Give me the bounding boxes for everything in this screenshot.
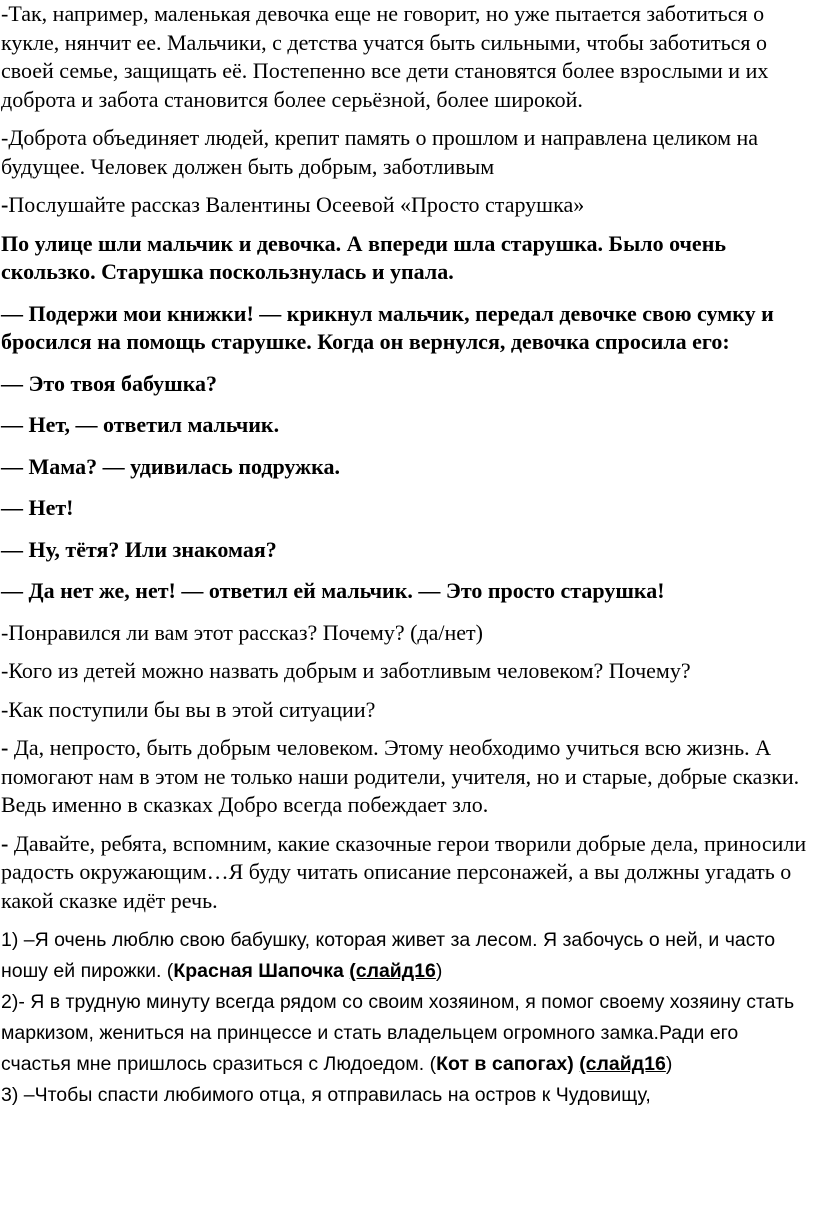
riddle-text: 2)- Я в трудную минуту всегда рядом со своим хозяином, я помог своему хозяину стать маркизом, жениться на принцессе и стать владельцем огромного замка.Ради его счастья мне пришлось сразиться с Людоедом. ( (1, 991, 795, 1075)
riddle-answer: Кот в сапогах) (436, 1053, 574, 1075)
riddle-text: 1) –Я очень люблю свою бабушку, которая живет за лесом. Я забочусь о ней, и часто ношу ей пирожки. ( (1, 929, 776, 982)
story-text: — Мама? — удивилась подружка. (1, 453, 340, 479)
paragraph-kindness-unites (0, 124, 816, 181)
paragraph-text: Послушайте рассказ Валентины Осеевой «Просто старушка» (8, 192, 585, 217)
closing-paragraph (0, 830, 816, 916)
riddle-tail: ) (665, 1053, 673, 1075)
riddle-slide-ref: (слайд16 (579, 1053, 666, 1075)
paragraph-text: -Так, например, маленькая девочка еще не говорит, но уже пытается заботиться о кукле, нянчит ее. Мальчики, с детства учатся быть сильными, чтобы заботиться о своей семье, защищать её. Постепенно все дети становятся более взрослыми и их доброта и забота становится более серьёзной, более широкой. (1, 1, 769, 112)
riddle-item (0, 925, 816, 987)
story-text: — Нет! (1, 495, 74, 520)
riddle-slide-ref: (слайд16 (349, 960, 436, 982)
closing-lead-dash: - (1, 735, 9, 760)
story-paragraph (0, 300, 816, 357)
story-text: — Да нет же, нет! — ответил ей мальчик. — Это просто старушка! (1, 578, 665, 603)
paragraph-text: -Доброта объединяет людей, крепит память о прошлом и направлена целиком на будущее. Человек должен быть добрым, заботливым (1, 125, 759, 179)
paragraph-lead-dash: - (1, 192, 9, 217)
paragraph-kindness-childhood (0, 0, 816, 114)
question-line (0, 696, 816, 725)
riddle-tail: ) (435, 960, 443, 982)
riddle-text: 3) –Чтобы спасти любимого отца, я отправилась на остров к Чудовищу, (1, 1084, 651, 1106)
story-text: — Ну, тётя? Или знакомая? (1, 536, 277, 562)
story-text: — Это твоя бабушка? (1, 370, 218, 396)
story-paragraph (0, 230, 816, 287)
closing-paragraph (0, 734, 816, 820)
story-dialogue-line (0, 453, 816, 482)
story-dialogue-line (0, 370, 816, 399)
paragraph-listen-story (0, 191, 816, 220)
question-text: -Как поступили бы вы в этой ситуации? (1, 696, 376, 722)
riddle-item (0, 1080, 816, 1111)
riddle-answer: Красная Шапочка (173, 960, 344, 982)
question-text: -Кого из детей можно назвать добрым и заботливым человеком? Почему? (1, 658, 691, 683)
story-dialogue-line (0, 494, 816, 523)
story-dialogue-line (0, 536, 816, 565)
closing-lead-dash: - (1, 830, 9, 856)
question-line (0, 657, 816, 686)
closing-text: Да, непросто, быть добрым человеком. Этому необходимо учиться всю жизнь. А помогают нам в этом не только наши родители, учителя, но и старые, добрые сказки. Ведь именно в сказках Добро всегда побеждает зло. (1, 735, 800, 817)
story-text: — Нет, — ответил мальчик. (1, 412, 280, 437)
riddle-item (0, 987, 816, 1080)
story-dialogue-line (0, 577, 816, 606)
question-text: -Понравился ли вам этот рассказ? Почему? (да/нет) (1, 619, 483, 645)
question-line (0, 619, 816, 648)
story-text: По улице шли мальчик и девочка. А впереди шла старушка. Было очень скользко. Старушка поскользнулась и упала. (1, 230, 727, 284)
closing-text: Давайте, ребята, вспомним, какие сказочные герои творили добрые дела, приносили радость окружающим…Я буду читать описание персонажей, а вы должны угадать о какой сказке идёт речь. (1, 830, 807, 913)
story-text: — Подержи мои книжки! — крикнул мальчик, передал девочке свою сумку и бросился на помощь старушке. Когда он вернулся, девочка спросила его: (1, 300, 774, 354)
story-dialogue-line (0, 411, 816, 440)
